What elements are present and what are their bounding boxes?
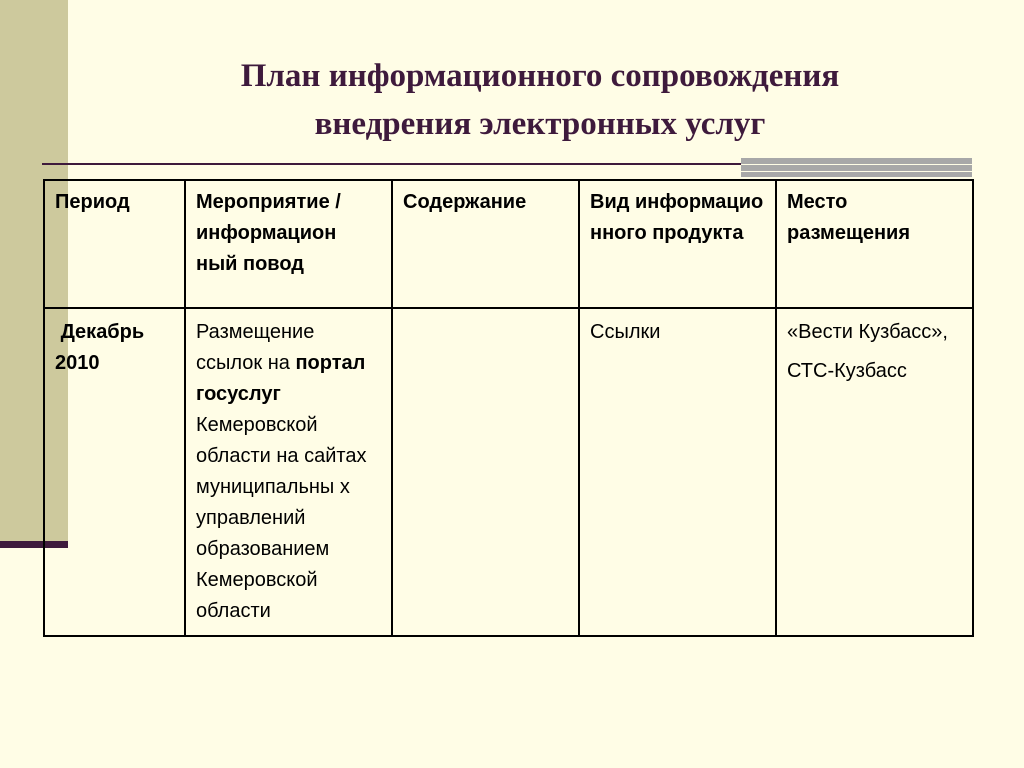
slide-title-line-1: План информационного сопровождения <box>240 58 840 94</box>
cell-placement <box>776 308 973 636</box>
cell-event-text-2: Кемеровской области на сайтах муниципальны х управлений образованием Кемеровской области <box>196 414 367 622</box>
cell-event-bold: портал госуслуг <box>196 352 366 405</box>
cell-placement-line-2: СТС-Кузбасс <box>787 360 907 382</box>
header-event: Мероприятие / информацион ный повод <box>185 180 392 308</box>
cell-product-type: Ссылки <box>579 308 776 636</box>
slide-title-line-2: внедрения электронных услуг <box>314 106 766 142</box>
header-content: Содержание <box>392 180 579 308</box>
header-product-type: Вид информацио нного продукта <box>579 180 776 308</box>
cell-placement-line-1: «Вести Кузбасс», <box>787 321 948 343</box>
plan-table <box>43 179 974 637</box>
cell-period: Декабрь 2010 <box>44 308 185 636</box>
cell-content <box>392 308 579 636</box>
header-period: Период <box>44 180 185 308</box>
cell-event-text-1: Размещение ссылок на <box>196 321 315 374</box>
header-placement: Место размещения <box>776 180 973 308</box>
table-header-row <box>44 180 973 308</box>
slide-title <box>90 52 990 148</box>
table-row <box>44 308 973 636</box>
cell-event <box>185 308 392 636</box>
title-divider-stripes <box>741 158 972 177</box>
